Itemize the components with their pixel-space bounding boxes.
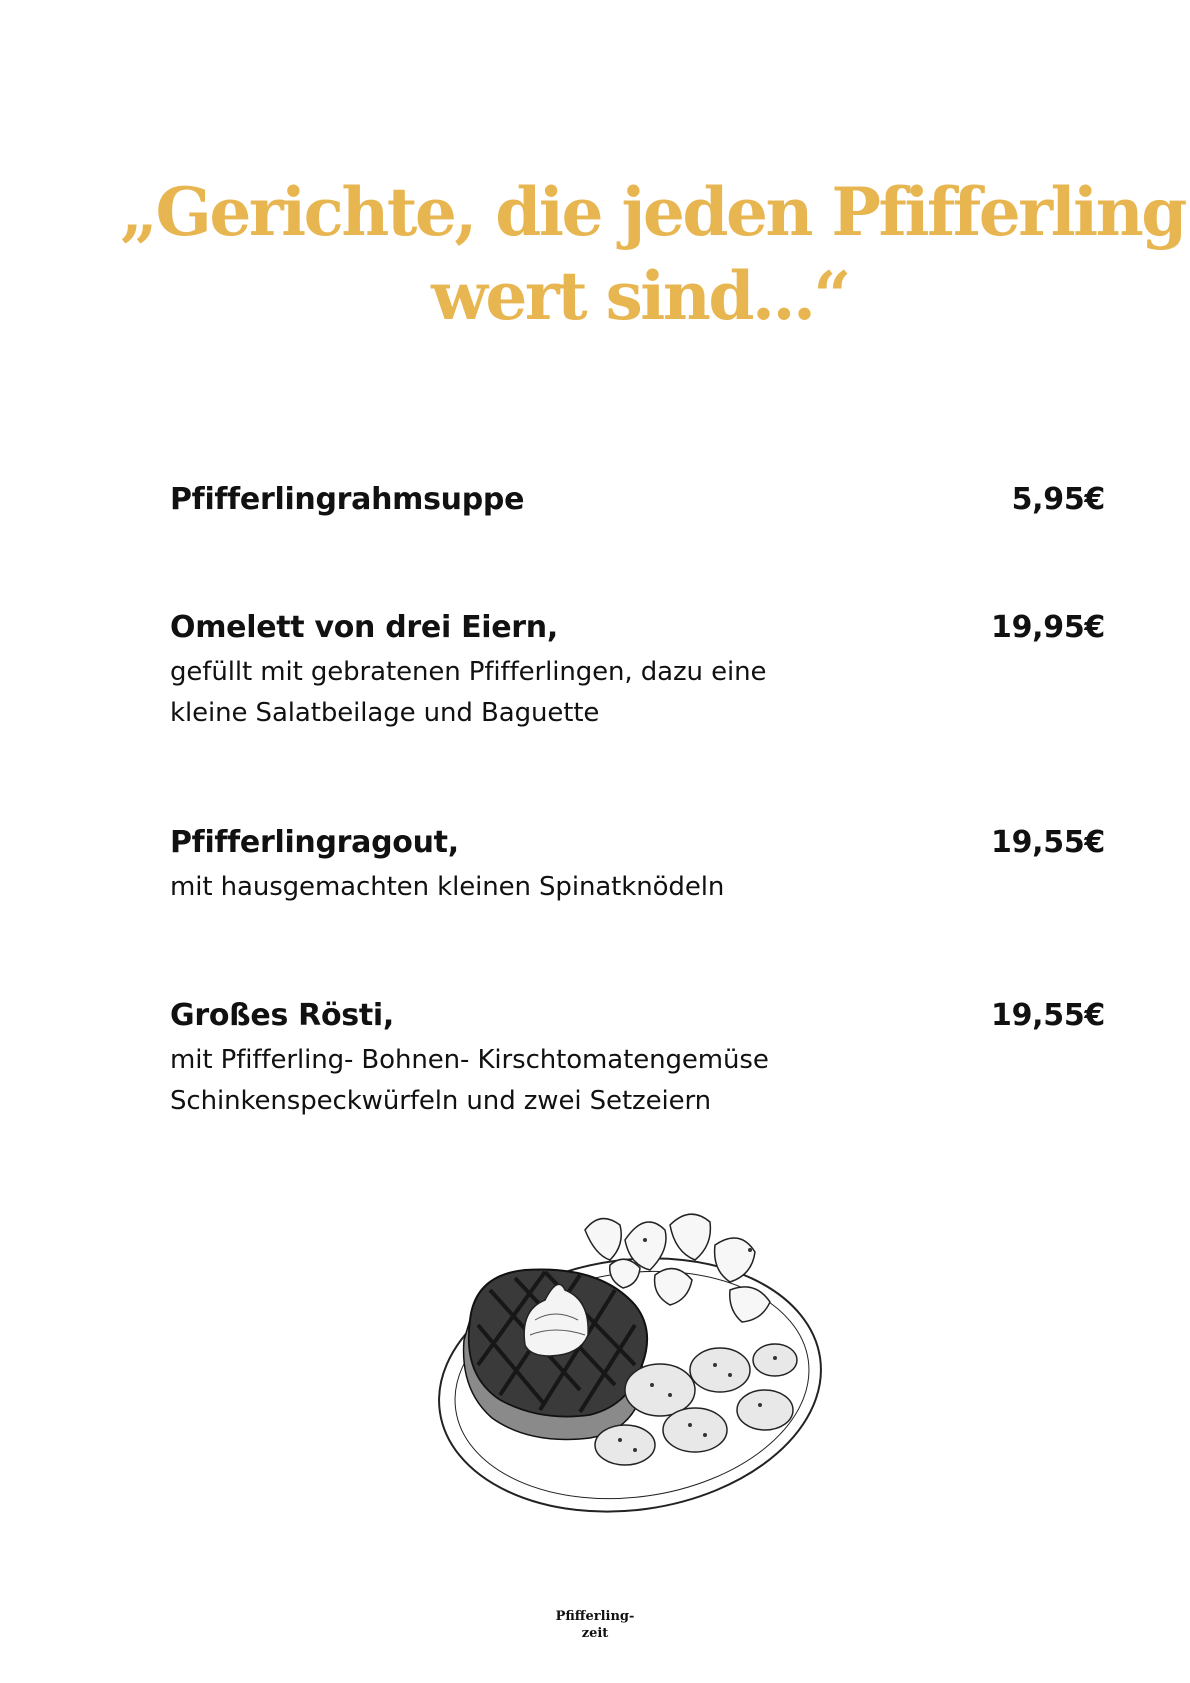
footer-logo-line-1: Pfifferling-	[555, 1609, 635, 1624]
menu-item-description-line: mit Pfifferling- Bohnen- Kirschtomatengemüse	[170, 1045, 769, 1075]
menu-item-name: Pfifferlingrahmsuppe	[170, 482, 525, 517]
menu-item-description	[170, 1040, 1105, 1122]
menu-item-name: Pfifferlingragout,	[170, 825, 459, 860]
headline-line-1: „Gerichte, die jeden Pfifferling	[120, 173, 1185, 251]
menu-item-price: 19,55€	[991, 998, 1105, 1033]
menu-item-name: Großes Rösti,	[170, 998, 394, 1033]
footer-logo	[540, 1608, 650, 1642]
headline-line-2: wert sind...“	[431, 257, 849, 335]
steak-plate-illustration	[430, 1190, 845, 1525]
page-headline	[120, 170, 1185, 338]
menu-item-ragout	[170, 823, 1105, 908]
menu-item-soup	[170, 480, 1105, 520]
menu-item-price: 5,95€	[1011, 482, 1105, 517]
menu-item-description	[170, 652, 1105, 734]
footer-logo-line-2: zeit	[581, 1626, 609, 1641]
menu-item-price: 19,95€	[991, 610, 1105, 645]
menu-item-name: Omelett von drei Eiern,	[170, 610, 558, 645]
menu-item-price: 19,55€	[991, 825, 1105, 860]
menu-item-description-line: Schinkenspeckwürfeln und zwei Setzeiern	[170, 1086, 712, 1116]
menu-item-description-line: gefüllt mit gebratenen Pfifferlingen, dazu eine	[170, 657, 767, 687]
menu-item-omelett	[170, 608, 1105, 734]
menu-item-roesti	[170, 996, 1105, 1122]
menu-item-description	[170, 867, 1105, 908]
menu-item-description-line: mit hausgemachten kleinen Spinatknödeln	[170, 872, 725, 902]
menu-item-description-line: kleine Salatbeilage und Baguette	[170, 698, 600, 728]
